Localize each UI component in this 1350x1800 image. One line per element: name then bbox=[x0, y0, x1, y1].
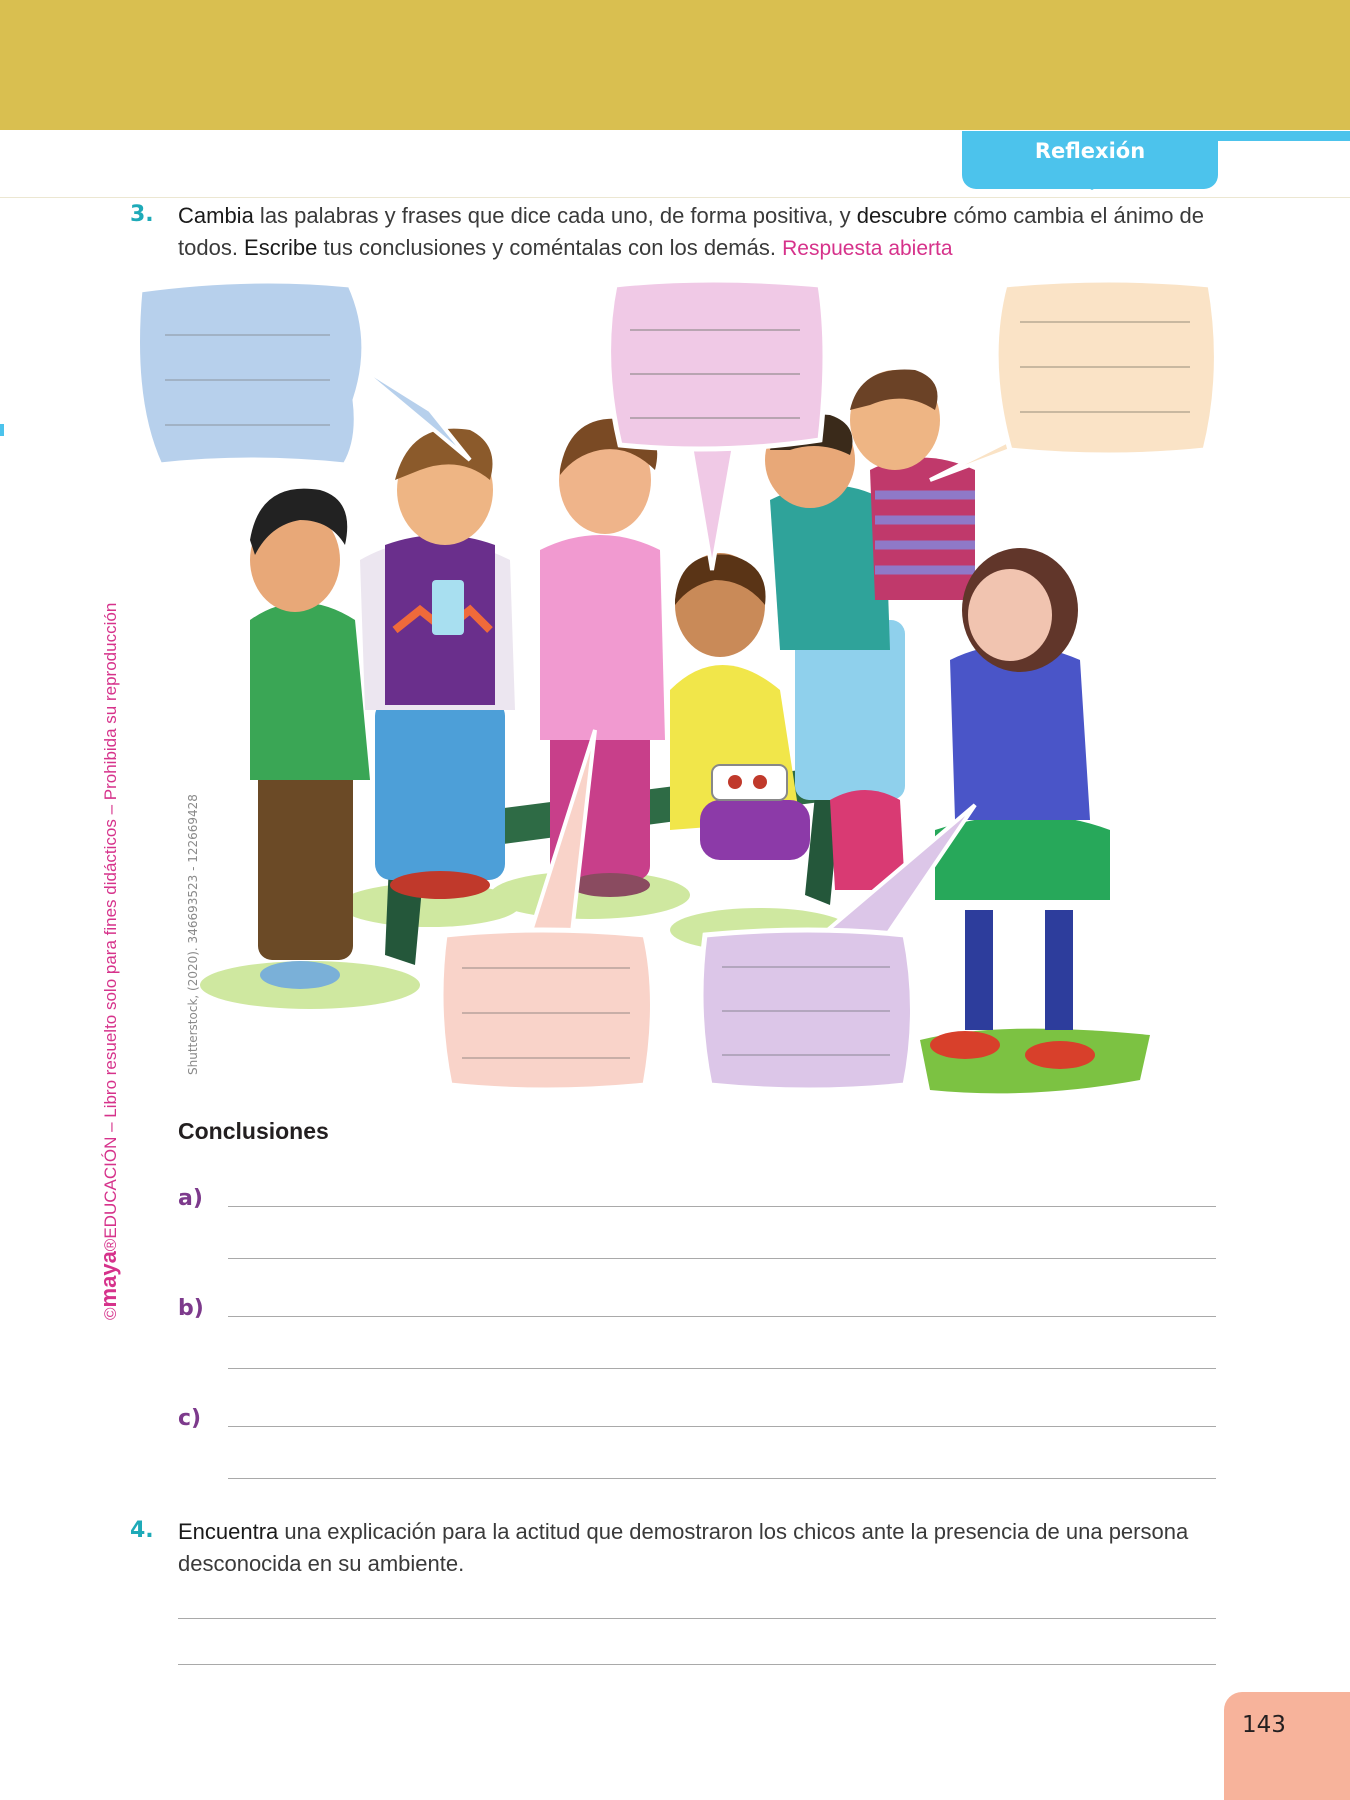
conclusions-title: Conclusiones bbox=[178, 1118, 329, 1144]
question-4-body: una explicación para la actitud que demostraron los chicos ante la presencia de una persona desconocida en su ambiente. bbox=[178, 1519, 1189, 1576]
answer-line-c-2[interactable] bbox=[228, 1478, 1216, 1479]
answer-line-b-1[interactable] bbox=[228, 1316, 1216, 1317]
copyright-text: ®EDUCACIÓN – Libro resuelto solo para fines didácticos – Prohibida su reproducción bbox=[101, 602, 120, 1252]
boy-green-sweater bbox=[250, 489, 370, 989]
image-credit: Shutterstock, (2020). 346693523 - 122669428 bbox=[186, 794, 200, 1075]
header-divider bbox=[0, 197, 1350, 198]
header-band bbox=[0, 0, 1350, 130]
question-3-text-part2: cómo cambia el ánimo de todos. bbox=[178, 203, 1205, 260]
ground-patch bbox=[670, 908, 850, 952]
brand-logo: maya bbox=[96, 1251, 121, 1308]
speech-bubble-blue bbox=[138, 281, 471, 465]
backpack bbox=[830, 790, 905, 890]
grass-patch bbox=[920, 1029, 1150, 1094]
answer-line-a-2[interactable] bbox=[228, 1258, 1216, 1259]
answer-line-b-2[interactable] bbox=[228, 1368, 1216, 1369]
girl-yellow-seated bbox=[670, 553, 810, 860]
question-3-verb-cambia: Cambia bbox=[178, 203, 254, 228]
bench bbox=[385, 770, 840, 965]
question-4-text bbox=[178, 1516, 1223, 1580]
answer-line-q4-2[interactable] bbox=[178, 1664, 1216, 1665]
question-3-verb-descubre: descubre bbox=[856, 203, 948, 228]
question-3-text bbox=[178, 200, 1223, 265]
girl-pink-top bbox=[540, 419, 665, 897]
answer-line-c-1[interactable] bbox=[228, 1426, 1216, 1427]
speech-bubble-pink bbox=[609, 280, 825, 570]
question-3-text-part3: tus conclusiones y coméntalas con los demás. bbox=[317, 235, 783, 260]
page-number: 143 bbox=[1242, 1712, 1286, 1738]
question-4-verb-encuentra: Encuentra bbox=[178, 1519, 279, 1544]
question-4-number: 4. bbox=[130, 1518, 154, 1543]
section-tab-pointer bbox=[1070, 178, 1114, 190]
page-number-box bbox=[1224, 1692, 1350, 1800]
ground-patch bbox=[490, 871, 690, 919]
question-3-text-part1: las palabras y frases que dice cada uno, de forma positiva, y bbox=[253, 203, 857, 228]
section-tab-label: Reflexión bbox=[1034, 139, 1146, 163]
speech-bubble-salmon bbox=[441, 730, 653, 1090]
conclusion-letter-b: b) bbox=[178, 1296, 204, 1321]
ground-patch bbox=[340, 883, 520, 927]
answer-line-a-1[interactable] bbox=[228, 1206, 1216, 1207]
question-3-verb-escribe: Escribe bbox=[244, 235, 318, 260]
speech-bubble-peach bbox=[930, 280, 1216, 480]
question-3-number: 3. bbox=[130, 202, 154, 227]
conclusion-letter-c: c) bbox=[178, 1406, 202, 1431]
speech-bubble-lavender bbox=[701, 805, 975, 1090]
copyright-sidebar bbox=[96, 603, 122, 1320]
boy-striped-shirt bbox=[850, 370, 975, 601]
answer-line-q4-1[interactable] bbox=[178, 1618, 1216, 1619]
girl-curly-hair bbox=[930, 548, 1110, 1069]
ground-patch bbox=[200, 961, 420, 1009]
boy-purple-vest bbox=[360, 429, 515, 899]
copyright-symbol: © bbox=[101, 1307, 120, 1320]
boy-teal-shirt bbox=[765, 412, 905, 800]
conclusion-letter-a: a) bbox=[178, 1186, 203, 1211]
answer-note: Respuesta abierta bbox=[782, 237, 953, 260]
margin-marker bbox=[0, 424, 4, 436]
